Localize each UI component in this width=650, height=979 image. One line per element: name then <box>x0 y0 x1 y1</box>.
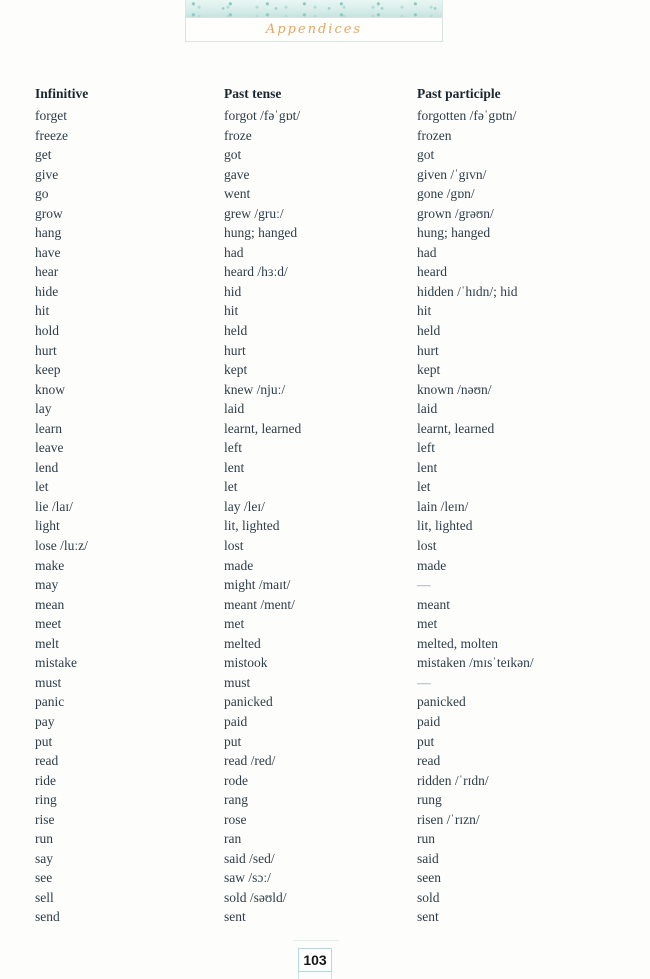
table-row <box>35 419 621 439</box>
table-row <box>35 614 621 634</box>
past-tense-cell: read /red/ <box>224 753 276 769</box>
infinitive-cell: forget <box>35 108 67 123</box>
infinitive-cell: have <box>35 244 61 260</box>
past-participle-cell: made <box>417 557 447 573</box>
table-row <box>35 106 621 126</box>
past-participle-cell: hit <box>417 303 432 319</box>
table-row <box>35 321 621 341</box>
past-participle-cell: lent <box>417 459 438 475</box>
past-participle-cell: — <box>417 674 431 690</box>
infinitive-cell: sell <box>35 889 54 905</box>
infinitive-cell: see <box>35 870 53 886</box>
table-row <box>35 477 621 497</box>
table-row <box>35 790 621 810</box>
past-participle-cell: read <box>417 753 441 769</box>
infinitive-cell: panic <box>35 694 65 710</box>
past-tense-cell: rode <box>224 772 248 788</box>
infinitive-cell: learn <box>35 420 62 436</box>
infinitive-cell: lie /laɪ/ <box>35 498 73 514</box>
infinitive-cell: mistake <box>35 655 77 671</box>
past-tense-cell: lost <box>224 538 244 554</box>
infinitive-cell: lay <box>35 401 52 417</box>
footer-rule <box>293 940 339 941</box>
past-tense-cell: left <box>224 440 242 456</box>
table-header-row <box>35 84 621 106</box>
past-tense-cell: sent <box>224 909 246 925</box>
infinitive-cell: melt <box>35 635 59 651</box>
past-participle-cell: lost <box>417 538 437 554</box>
past-participle-cell: lain /leɪn/ <box>417 498 469 514</box>
past-tense-cell: forgot /fəˈgɒt/ <box>224 108 301 123</box>
infinitive-cell: leave <box>35 440 64 456</box>
table-row <box>35 575 621 595</box>
past-tense-cell: saw /sɔː/ <box>224 870 271 886</box>
infinitive-cell: lose /luːz/ <box>35 538 88 554</box>
infinitive-cell: read <box>35 753 59 769</box>
table-row <box>35 438 621 458</box>
table-row <box>35 243 621 263</box>
past-participle-cell: rung <box>417 792 442 808</box>
past-tense-cell: ran <box>224 831 242 847</box>
table-row <box>35 399 621 419</box>
past-participle-cell: heard <box>417 264 447 280</box>
table-row <box>35 145 621 165</box>
infinitive-cell: let <box>35 479 49 495</box>
table-row <box>35 712 621 732</box>
infinitive-cell: pay <box>35 713 55 729</box>
past-tense-cell: went <box>224 186 251 202</box>
past-participle-cell: learnt, learned <box>417 420 495 436</box>
banner-photo <box>185 0 443 17</box>
past-tense-cell: let <box>224 479 238 495</box>
table-row <box>35 223 621 243</box>
table-row <box>35 829 621 849</box>
past-participle-cell: lit, lighted <box>417 518 473 534</box>
past-tense-cell: froze <box>224 127 252 143</box>
past-participle-cell: ridden /ˈrɪdn/ <box>417 772 489 788</box>
past-tense-cell: made <box>224 557 254 573</box>
past-tense-cell: heard /hɜːd/ <box>224 264 288 280</box>
table-row <box>35 262 621 282</box>
past-participle-cell: hurt <box>417 342 439 358</box>
past-participle-cell: kept <box>417 362 441 378</box>
past-tense-cell: sold /səʊld/ <box>224 889 287 905</box>
page-number <box>298 948 332 972</box>
past-tense-cell: grew /gruː/ <box>224 205 284 221</box>
table-row <box>35 771 621 791</box>
past-participle-cell: met <box>417 616 438 632</box>
past-tense-cell: paid <box>224 713 248 729</box>
table-row <box>35 360 621 380</box>
past-participle-cell: hidden /ˈhɪdn/; hid <box>417 283 518 299</box>
table-row <box>35 653 621 673</box>
banner-title-strip <box>185 17 443 42</box>
past-tense-cell: laid <box>224 401 245 417</box>
past-tense-cell: must <box>224 674 251 690</box>
past-tense-cell: panicked <box>224 694 273 710</box>
past-tense-cell: kept <box>224 362 248 378</box>
table-row <box>35 536 621 556</box>
table-row <box>35 497 621 517</box>
past-participle-cell: got <box>417 147 435 163</box>
page-number-tail <box>298 972 332 979</box>
table-row <box>35 751 621 771</box>
table-row <box>35 849 621 869</box>
past-tense-cell: meant /ment/ <box>224 596 295 612</box>
table-row <box>35 204 621 224</box>
infinitive-cell: run <box>35 831 53 847</box>
past-participle-cell: laid <box>417 401 438 417</box>
past-tense-cell: mistook <box>224 655 268 671</box>
table-row <box>35 380 621 400</box>
past-participle-cell: sold <box>417 889 440 905</box>
table-row <box>35 165 621 185</box>
infinitive-cell: ride <box>35 772 56 788</box>
infinitive-cell: keep <box>35 362 61 378</box>
infinitive-cell: hear <box>35 264 59 280</box>
infinitive-cell: rise <box>35 811 55 827</box>
table-row <box>35 907 621 927</box>
infinitive-cell: hold <box>35 323 60 339</box>
infinitive-cell: hang <box>35 225 62 241</box>
infinitive-cell: hit <box>35 303 50 319</box>
past-participle-cell: said <box>417 850 439 866</box>
infinitive-cell: lend <box>35 459 59 475</box>
past-tense-cell: lay /leɪ/ <box>224 498 265 514</box>
infinitive-cell: make <box>35 557 65 573</box>
appendices-banner <box>185 0 443 42</box>
past-participle-cell: frozen <box>417 127 452 143</box>
table-row <box>35 692 621 712</box>
past-participle-cell: hung; hanged <box>417 225 491 241</box>
table-row <box>35 282 621 302</box>
past-participle-cell: risen /ˈrɪzn/ <box>417 811 480 827</box>
infinitive-cell: hide <box>35 283 59 299</box>
infinitive-cell: must <box>35 674 62 690</box>
past-participle-cell: gone /gɒn/ <box>417 186 475 202</box>
irregular-verbs-table <box>35 84 621 927</box>
past-participle-cell: known /nəʊn/ <box>417 381 492 397</box>
table-row <box>35 184 621 204</box>
infinitive-cell: say <box>35 850 53 866</box>
past-tense-cell: put <box>224 733 242 749</box>
table-row <box>35 595 621 615</box>
past-participle-cell: put <box>417 733 435 749</box>
page-number-label: 103 <box>303 952 327 968</box>
past-participle-cell: had <box>417 244 437 260</box>
past-participle-cell: forgotten /fəˈgɒtn/ <box>417 108 517 123</box>
table-row <box>35 516 621 536</box>
infinitive-cell: get <box>35 147 52 163</box>
past-participle-cell: mistaken /mɪsˈteɪkən/ <box>417 655 534 671</box>
past-participle-cell: seen <box>417 870 441 886</box>
table-row <box>35 341 621 361</box>
infinitive-cell: ring <box>35 792 57 808</box>
past-tense-cell: might /maɪt/ <box>224 577 291 593</box>
past-participle-cell: paid <box>417 713 441 729</box>
past-tense-cell: rose <box>224 811 247 827</box>
past-participle-cell: meant <box>417 596 450 612</box>
infinitive-cell: hurt <box>35 342 57 358</box>
table-row <box>35 810 621 830</box>
past-participle-cell: grown /grəʊn/ <box>417 205 494 221</box>
past-participle-cell: left <box>417 440 435 456</box>
table-row <box>35 888 621 908</box>
table-row <box>35 634 621 654</box>
past-participle-cell: — <box>417 577 431 593</box>
past-participle-cell: run <box>417 831 435 847</box>
past-tense-cell: hung; hanged <box>224 225 298 241</box>
column-header-past-tense: Past tense <box>224 86 282 101</box>
past-tense-cell: said /sed/ <box>224 850 275 866</box>
table-row <box>35 673 621 693</box>
table-row <box>35 556 621 576</box>
past-tense-cell: lent <box>224 459 245 475</box>
infinitive-cell: may <box>35 577 59 593</box>
past-participle-cell: melted, molten <box>417 635 498 651</box>
past-tense-cell: got <box>224 147 242 163</box>
infinitive-cell: go <box>35 186 49 202</box>
past-participle-cell: panicked <box>417 694 466 710</box>
past-tense-cell: had <box>224 244 244 260</box>
table-row <box>35 868 621 888</box>
past-tense-cell: hid <box>224 283 242 299</box>
banner-title: Appendices <box>265 22 363 37</box>
table-row <box>35 732 621 752</box>
table-row <box>35 458 621 478</box>
past-participle-cell: let <box>417 479 431 495</box>
table-body <box>35 106 621 927</box>
past-tense-cell: gave <box>224 166 250 182</box>
infinitive-cell: give <box>35 166 59 182</box>
past-tense-cell: learnt, learned <box>224 420 302 436</box>
infinitive-cell: light <box>35 518 60 534</box>
past-tense-cell: knew /njuː/ <box>224 381 286 397</box>
infinitive-cell: meet <box>35 616 62 632</box>
infinitive-cell: send <box>35 909 60 925</box>
infinitive-cell: put <box>35 733 53 749</box>
past-tense-cell: held <box>224 323 248 339</box>
table-row <box>35 126 621 146</box>
past-tense-cell: rang <box>224 792 248 808</box>
infinitive-cell: freeze <box>35 127 68 143</box>
past-tense-cell: lit, lighted <box>224 518 280 534</box>
infinitive-cell: know <box>35 381 65 397</box>
past-participle-cell: held <box>417 323 441 339</box>
past-participle-cell: given /ˈgɪvn/ <box>417 166 487 182</box>
past-tense-cell: melted <box>224 635 261 651</box>
past-tense-cell: hit <box>224 303 239 319</box>
past-tense-cell: hurt <box>224 342 246 358</box>
column-header-past-participle: Past participle <box>417 86 501 101</box>
past-participle-cell: sent <box>417 909 439 925</box>
infinitive-cell: grow <box>35 205 63 221</box>
infinitive-cell: mean <box>35 596 65 612</box>
table-row <box>35 301 621 321</box>
past-tense-cell: met <box>224 616 245 632</box>
column-header-infinitive: Infinitive <box>35 86 89 101</box>
